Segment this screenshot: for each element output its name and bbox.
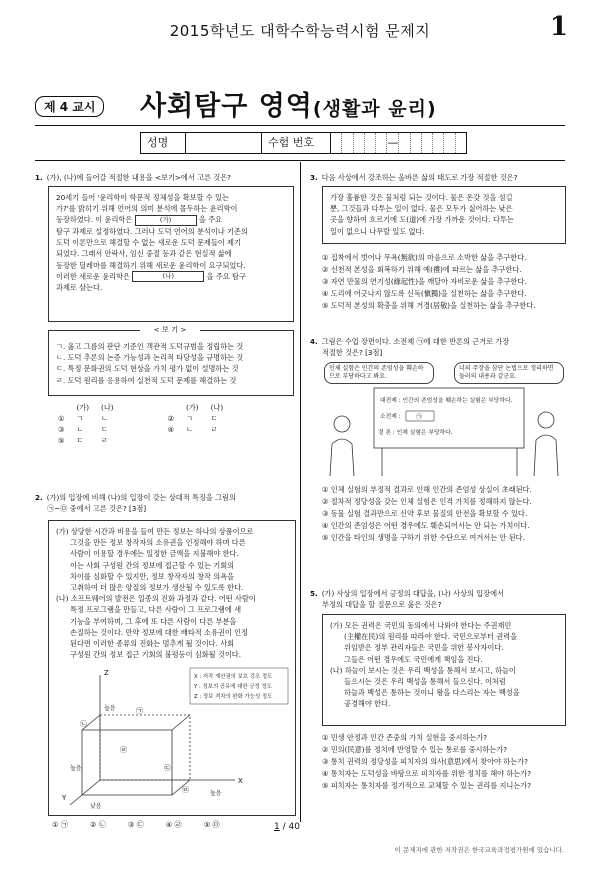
name-label: 성명 — [141, 133, 186, 153]
subject-title — [140, 84, 437, 123]
q2-stem: 2. (가)의 입장에 비해 (나)의 입장이 갖는 상대적 특징을 그림의 ㉠~㉤ 중에서 고른 것은? [3점] — [35, 493, 236, 513]
exam-title: 2015학년도 대학수학능력시험 문제지 — [169, 22, 431, 40]
q1-bogi: ㄱ. 옳고 그름의 판단 기준인 객관적 도덕규범을 정립하는 것 ㄴ. 도덕 추론의 논증 가능성과 논리적 타당성을 규명하는 것 ㄷ. 특정 문화권의 도덕 현상을 가치 평가 없이 설명하는 것 ㄹ. 도덕 원리를 응용하여 실천적 도덕 문제를 해결하는 것 — [48, 330, 294, 396]
legend-z: Z : 정보 격차의 완화 가능성 정도 — [194, 694, 273, 700]
q5-stem: 5. (가) 사상의 입장에서 긍정의 대답을, (나) 사상의 입장에서 부정의 대답을 할 질문으로 옳은 것은? — [310, 589, 504, 609]
q2-option-4[interactable]: ④ ㉣ — [165, 820, 182, 829]
q2-option-5[interactable]: ⑤ ㉤ — [203, 820, 220, 829]
name-field[interactable] — [186, 133, 262, 153]
q3-stem: 3. 다음 사상에서 강조하는 올바른 삶의 태도로 가장 적절한 것은? — [310, 173, 518, 182]
q5-option-2[interactable]: ② 민의(民意)를 정치에 반영할 수 있는 통로를 중시하는가? — [322, 745, 508, 754]
page-number: 1 — [549, 12, 568, 42]
q3-option-1[interactable]: ① 집착에서 벗어나 무욕(無欲)의 마음으로 소박한 삶을 추구한다. — [322, 253, 527, 262]
board-premise-major: 대전제 : 인간의 존엄성을 훼손하는 실험은 부당하다. — [380, 398, 513, 404]
q2-passage: (가) 상당한 시간과 비용을 들여 만든 정보는 하나의 상품이므로 그것을 만든 정보 창작자의 소유권을 인정해야 하며 다른 사람이 이용할 경우에는 일정한 금액을 지불해야 한다. 이는 사회 구성원 간의 정보에 접근할 수 있는 기회의 차이를 심화할 수 있지만, 정보 창작자의 창작 의욕을 고취하여 더 많은 양질의 정보가 생산될 수 있도록 한다. (나) 소프트웨어의 발전은 일종의 진화 과정과 같다. 어떤 사람이 특정 프로그램을 만들고, 다른 사람이 그 프로그램에 새 기능을 부여하며, 그 후에 또 다른 사람이 다른 부분을 손질하는 것이다. 만약 정보에 대한 배타적 소유권이 인정 된다면 이러한 종류의 진화는 멈추게 될 것이다. 사회 구성원 간의 정보 접근 기회의 불평등이 심화될 것이다. — [48, 520, 296, 816]
legend-x: X : 저작 재산권의 보호 강조 정도 — [194, 674, 273, 680]
option-row[interactable]: ③ ㄴ ㄷ ④ ㄴ ㄹ — [58, 424, 218, 434]
q4-option-2[interactable]: ② 절차적 정당성을 갖는 인체 실험은 인격 가치를 정해하지 않는다. — [322, 497, 532, 506]
label-c: ㉢ — [164, 764, 171, 772]
q4-options — [322, 484, 570, 544]
classroom-figures — [322, 386, 566, 480]
q5-option-5[interactable]: ⑤ 피치자는 통치자를 정기적으로 교체할 수 있는 권리를 지니는가? — [322, 781, 532, 790]
q5-passage: (가) 모든 권력은 국민의 동의에서 나와야 한다는 주권재민 (主權在民)의 원리를 따라야 한다. 국민으로부터 권력을 위임받은 정부 관리자들은 국민을 위한 봉사자이다. 그들은 어떤 경우에도 국민에게 책임을 진다. (나) 하늘이 보시는 것은 우리 백성을 통해서 보시고, 하늘이 들으시는 것은 우리 백성을 통해서 들으신다. 이처럼 하늘과 백성은 통하는 것이니 왕을 다스리는 자는 백성을 공경해야 한다. — [322, 614, 566, 726]
option-row[interactable]: ⑤ ㄷ ㄹ — [58, 435, 108, 445]
axis-high-y: 높음 — [70, 765, 82, 772]
q5-option-3[interactable]: ③ 통치 권력의 정당성을 피치자의 의사(意思)에서 찾아야 하는가? — [322, 757, 528, 766]
label-e: ㉤ — [182, 786, 189, 794]
teacher-bubble: 너의 주장을 삼단 논법으로 정리하면 둘러의 내용과 같군요. — [454, 362, 564, 384]
q3-passage: 가장 훌륭한 것은 물처럼 되는 것이다. 물은 온갖 것을 섬길 뿐, 그것들과 다투는 일이 없다. 물은 모두가 싫어하는 낮은 곳을 향하여 흐르기에 도(道)에 가장 가까운 것이다. 다투는 일이 없으니 나무랄 일도 없다. — [322, 186, 566, 244]
label-b: ㉡ — [80, 720, 87, 728]
q4-option-1[interactable]: ① 인체 실험의 부정적 결과로 인해 인간의 존엄성 상실이 초래된다. — [322, 485, 532, 494]
subject-sub: (생활과 윤리) — [312, 98, 437, 120]
q4-illustration — [322, 362, 566, 480]
label-d: ㉣ — [120, 746, 127, 754]
id-label: 수험 번호 — [262, 133, 331, 153]
copyright-note: 이 문제지에 관한 저작권은 한국교육과정평가원에 있습니다. — [394, 846, 564, 854]
subject-name: 사회탐구 영역 — [140, 91, 313, 122]
axis-low: 낮음 — [90, 803, 102, 810]
q4-option-3[interactable]: ③ 동물 실험 결과만으로 신약 후보 물질의 안전을 확보할 수 있다. — [322, 509, 528, 518]
axis-x-label: X — [238, 777, 243, 785]
id-field[interactable] — [331, 133, 466, 153]
id-dash: — — [387, 133, 399, 153]
q2-options — [52, 820, 220, 830]
blank-b: (나) — [132, 271, 204, 282]
name-id-row — [140, 132, 467, 154]
q2-option-1[interactable]: ① ㉠ — [52, 820, 68, 829]
label-a: ㉠ — [136, 707, 143, 715]
q1-options: (가) (나) (가) (나) ① ㄱ ㄴ ② ㄱ ㄷ ③ ㄴ ㄷ ④ ㄴ ㄹ ⑤ ㄷ ㄹ — [52, 402, 229, 446]
section-rule — [35, 160, 565, 161]
axis-high-x: 높음 — [210, 790, 222, 797]
board-conclusion: 결 론 : 인체 실험은 부당하다. — [378, 430, 453, 436]
period-badge: 제 4 교시 — [35, 96, 104, 117]
q1-passage: 20세기 들어 '윤리학이 학문적 정체성을 확보할 수 있는 가?'를 밝히기 위해 언어의 의미 분석에 몰두하는 윤리학이 등장하였다. 이 윤리학은 (가) 을 주요 탐구 과제로 설정하였다. 그러나 도덕 언어의 분석이나 기존의 도덕 이론만으로 해결할 수 없는 새로운 도덕 문제들이 제기 되었다. 그래서 안락사, 임신 중절 등과 같은 현실적 삶에 등장한 딜레마를 해결하기 위해 새로운 윤리학이 요구되었다. 이러한 새로운 윤리학은 (나) 을 주요 탐구 과제로 삼는다. — [48, 186, 294, 322]
board-premise-minor: 소전제 : — [380, 414, 401, 420]
column-divider — [300, 162, 301, 822]
q5-options — [322, 732, 570, 792]
board-mark: ㉠ — [416, 414, 423, 421]
q2-option-3[interactable]: ③ ㉢ — [127, 820, 144, 829]
q3-option-3[interactable]: ③ 자연 만물의 연기성(緣起性)을 깨달아 자비로운 삶을 추구한다. — [322, 277, 527, 286]
bogi-title: < 보 기 > — [140, 325, 200, 335]
q4-option-4[interactable]: ④ 인간의 존엄성은 어떤 경우에도 훼손되어서는 안 되는 가치이다. — [322, 521, 530, 530]
axis-z-label: Z — [104, 669, 109, 677]
q2-option-2[interactable]: ② ㉡ — [89, 820, 106, 829]
header-rule — [35, 125, 565, 126]
option-row[interactable]: ① ㄱ ㄴ ② ㄱ ㄷ — [58, 413, 218, 423]
q3-option-5[interactable]: ⑤ 도덕적 본성의 확충을 위해 거경(居敬)을 실천하는 삶을 추구한다. — [322, 301, 536, 310]
student-bubble: 인체 실험은 인간의 존엄성을 훼손하므로 부당하다고 봐요. — [324, 362, 434, 384]
blank-a: (가) — [135, 215, 197, 226]
axis-high-z: 높음 — [104, 705, 116, 712]
page-indicator: 1 / 40 — [274, 822, 300, 832]
axis-y-label: Y — [62, 794, 67, 802]
q5-option-1[interactable]: ① 민생 안정과 인간 존중의 가치 실현을 중시하는가? — [322, 733, 488, 742]
q1-stem: 1. (가), (나)에 들어갈 적절한 내용을 <보기>에서 고른 것은? — [35, 173, 231, 182]
q4-option-5[interactable]: ⑤ 인간을 타인의 생명을 구하기 위한 수단으로 여겨서는 안 된다. — [322, 533, 525, 542]
q4-stem: 4. 그림은 수업 장면이다. 소전제 ㉠에 대한 반론의 근거로 가장 적절한 것은? [3점] — [310, 337, 510, 357]
q3-option-2[interactable]: ② 선천적 본성을 회복하기 위해 예(禮)에 따르는 삶을 추구한다. — [322, 265, 522, 274]
q3-options — [322, 252, 570, 312]
q3-option-4[interactable]: ④ 도리에 어긋나지 않도록 신독(愼獨)을 실천하는 삶을 추구한다. — [322, 289, 527, 298]
legend-y: Y : 정보의 공유에 대한 긍정 정도 — [194, 684, 272, 690]
q5-option-4[interactable]: ④ 통치자는 도덕성을 바탕으로 피치자를 위한 정치를 해야 하는가? — [322, 769, 532, 778]
q2-cube-diagram — [60, 660, 290, 810]
